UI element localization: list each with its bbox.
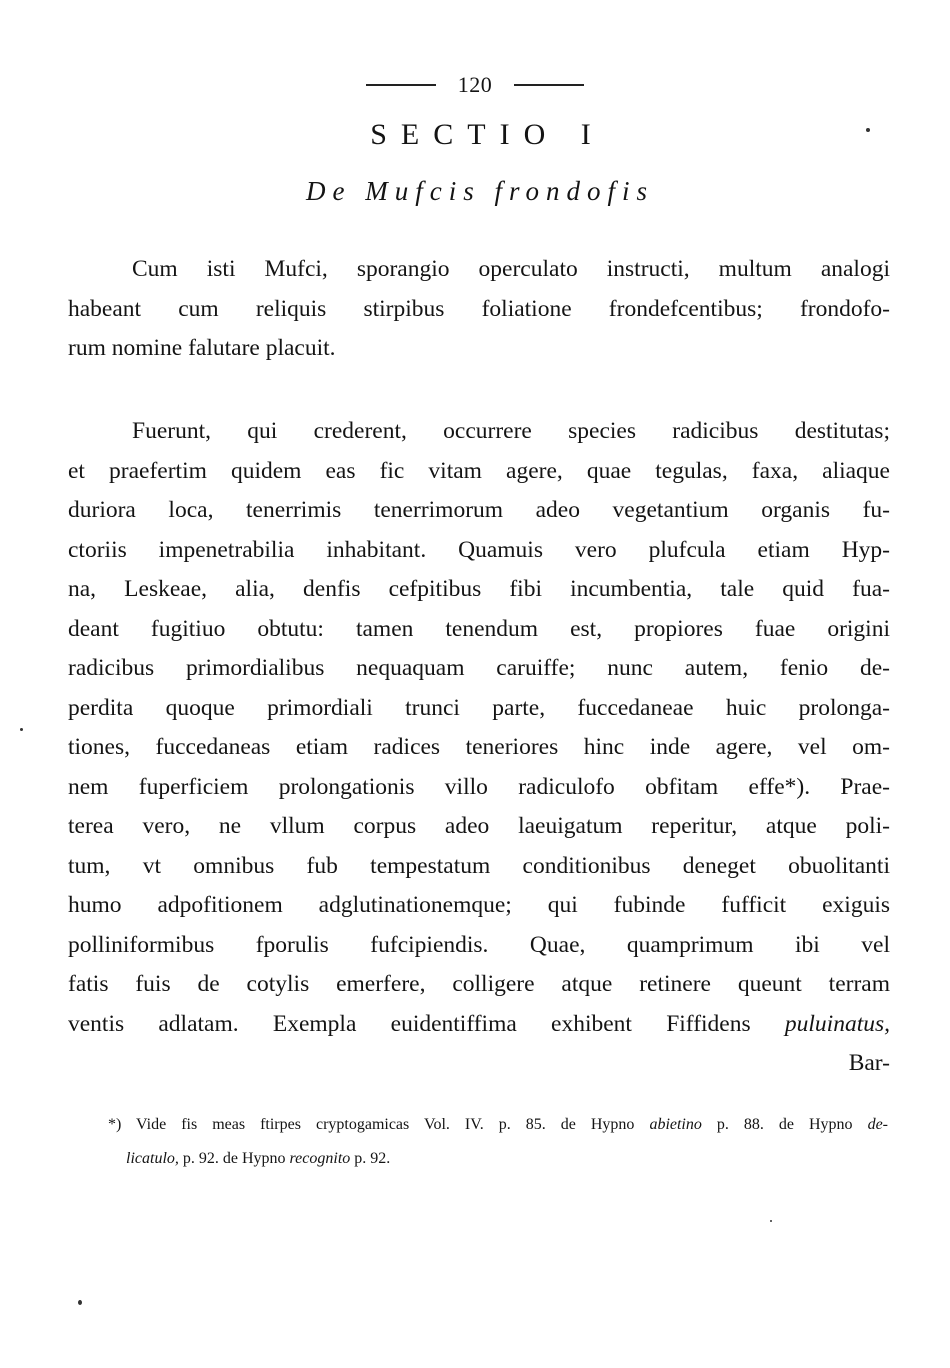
footnote-text: p. 92. de Hypno (178, 1150, 290, 1167)
ink-speck (866, 128, 870, 132)
footnote-italic: abietino (649, 1116, 702, 1133)
section-subtitle: De Mufcis frondofis (306, 176, 654, 206)
text-line: polliniformibus fporulis fufcipiendis. Quae, quamprimum ibi vel (68, 931, 890, 958)
header-rule-left (366, 84, 436, 86)
text-line: na, Leskeae, alia, denfis cefpitibus fibi incumbentia, tale quid fua- (68, 576, 890, 602)
catchword: Bar- (848, 1050, 890, 1076)
ink-speck (78, 1300, 82, 1305)
page-number: 120 (457, 72, 493, 97)
footnote-italic: de- (867, 1116, 889, 1133)
text-line: Fuerunt, qui crederent, occurrere species radicibus destitutas; (132, 418, 890, 444)
text-line: et praefertim quidem eas fic vitam agere, quae tegulas, faxa, aliaque (68, 457, 890, 484)
footnote-text: p. 92. (350, 1150, 391, 1167)
paragraph-1 (68, 250, 890, 369)
text-line: rum nomine falutare placuit. (68, 335, 336, 361)
footnote-italic: recognito (289, 1150, 351, 1167)
text-line: Cum isti Mufci, sporangio operculato instructi, multum analogi (132, 256, 890, 282)
footnote-line (108, 1108, 888, 1142)
text-run: ventis adlatam. Exempla euidentiffima exhibent Fiffidens (68, 1010, 785, 1037)
text-line: radicibus primordialibus nequaquam caruiffe; nunc autem, fenio de- (68, 655, 890, 681)
text-line: terea vero, ne vllum corpus adeo laeuigatum reperitur, atque poli- (68, 813, 890, 839)
ink-speck (20, 728, 23, 731)
text-line (68, 1005, 890, 1045)
text-line: duriora loca, tenerrimis tenerrimorum adeo vegetantium organis fu- (68, 497, 890, 523)
text-line: ctoriis impenetrabilia inhabitant. Quamuis vero plufcula etiam Hyp- (68, 536, 890, 563)
text-line: humo adpofitionem adglutinationemque; qui fubinde fufficit exiguis (68, 892, 890, 918)
header-rule-right (514, 84, 584, 86)
paragraph-2 (68, 412, 890, 1084)
text-line: habeant cum reliquis stirpibus foliatione frondefcentibus; frondofo- (68, 295, 890, 322)
section-heading: SECTIO I (370, 118, 605, 151)
footnote-text: *) Vide fis meas ftirpes cryptogamicas Vol. IV. p. 85. de Hypno (108, 1116, 650, 1133)
page-header (0, 70, 950, 100)
footnote-text: p. 88. de Hypno (701, 1116, 868, 1133)
species-epithet: puluinatus, (784, 1010, 890, 1037)
text-line: perdita quoque primordiali trunci parte, fuccedaneae huic prolonga- (68, 694, 890, 721)
ink-speck (770, 1220, 772, 1222)
text-line: nem fuperficiem prolongationis villo radiculofo obfitam effe*). Prae- (68, 773, 890, 800)
text-line: tiones, fuccedaneas etiam radices teneriores hinc inde agere, vel om- (68, 734, 890, 760)
footnote-line (108, 1142, 888, 1176)
text-line: deant fugitiuo obtutu: tamen tenendum est, propiores fuae origini (68, 615, 890, 642)
footnote (108, 1108, 888, 1176)
text-line: tum, vt omnibus fub tempestatum conditionibus deneget obuolitanti (68, 852, 890, 879)
text-line: fatis fuis de cotylis emerfere, colligere atque retinere queunt terram (68, 971, 890, 997)
footnote-italic: licatulo, (126, 1150, 179, 1167)
